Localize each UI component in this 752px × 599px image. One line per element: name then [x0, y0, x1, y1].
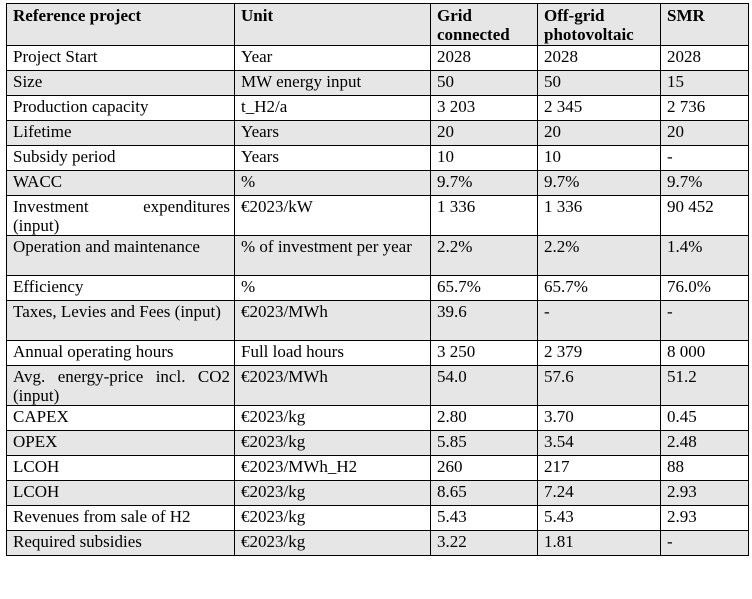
- row-label: Revenues from sale of H2: [7, 506, 235, 531]
- table-row: [7, 481, 749, 506]
- cell-grid-connected: 5.43: [431, 506, 538, 531]
- cell-grid-connected: 20: [431, 121, 538, 146]
- row-unit: €2023/MWh_H2: [235, 456, 431, 481]
- row-label: Efficiency: [7, 276, 235, 301]
- table-row: [7, 276, 749, 301]
- cell-grid-connected: 3.22: [431, 531, 538, 556]
- row-unit: Full load hours: [235, 341, 431, 366]
- cell-grid-connected: 260: [431, 456, 538, 481]
- cell-off-grid-photovoltaic: -: [538, 301, 661, 341]
- row-unit: €2023/kg: [235, 406, 431, 431]
- table-row: [7, 531, 749, 556]
- cell-off-grid-photovoltaic: 7.24: [538, 481, 661, 506]
- cell-smr: 88: [661, 456, 749, 481]
- cell-smr: 76.0%: [661, 276, 749, 301]
- cell-grid-connected: 9.7%: [431, 171, 538, 196]
- cell-off-grid-photovoltaic: 3.54: [538, 431, 661, 456]
- row-unit: %: [235, 276, 431, 301]
- header-grid-connected: Grid connected: [431, 4, 538, 46]
- cell-off-grid-photovoltaic: 2 379: [538, 341, 661, 366]
- row-unit: % of investment per year: [235, 236, 431, 276]
- cell-off-grid-photovoltaic: 10: [538, 146, 661, 171]
- header-reference-project: Reference project: [7, 4, 235, 46]
- cell-grid-connected: 3 250: [431, 341, 538, 366]
- header-smr: SMR: [661, 4, 749, 46]
- cell-smr: -: [661, 531, 749, 556]
- table-row: [7, 146, 749, 171]
- table-row: [7, 506, 749, 531]
- table-row: [7, 236, 749, 276]
- cell-off-grid-photovoltaic: 217: [538, 456, 661, 481]
- cell-off-grid-photovoltaic: 50: [538, 71, 661, 96]
- cell-grid-connected: 54.0: [431, 366, 538, 406]
- cell-smr: -: [661, 301, 749, 341]
- row-label: Avg. energy-price incl. CO2 (input): [7, 366, 235, 406]
- header-unit: Unit: [235, 4, 431, 46]
- table-header: [7, 4, 749, 46]
- cell-smr: 0.45: [661, 406, 749, 431]
- row-unit: €2023/MWh: [235, 366, 431, 406]
- cell-smr: 51.2: [661, 366, 749, 406]
- row-label: Annual operating hours: [7, 341, 235, 366]
- row-label: Required subsidies: [7, 531, 235, 556]
- table-row: [7, 46, 749, 71]
- cell-off-grid-photovoltaic: 2028: [538, 46, 661, 71]
- table-row: [7, 456, 749, 481]
- cell-grid-connected: 10: [431, 146, 538, 171]
- row-label: Taxes, Levies and Fees (input): [7, 301, 235, 341]
- table-row: [7, 71, 749, 96]
- cell-off-grid-photovoltaic: 5.43: [538, 506, 661, 531]
- cell-off-grid-photovoltaic: 9.7%: [538, 171, 661, 196]
- cell-off-grid-photovoltaic: 57.6: [538, 366, 661, 406]
- reference-project-table: [6, 3, 749, 556]
- cell-smr: 2.48: [661, 431, 749, 456]
- cell-off-grid-photovoltaic: 2.2%: [538, 236, 661, 276]
- cell-off-grid-photovoltaic: 1.81: [538, 531, 661, 556]
- cell-grid-connected: 2.80: [431, 406, 538, 431]
- cell-grid-connected: 2.2%: [431, 236, 538, 276]
- cell-smr: 9.7%: [661, 171, 749, 196]
- row-unit: €2023/kg: [235, 481, 431, 506]
- cell-off-grid-photovoltaic: 2 345: [538, 96, 661, 121]
- row-unit: Years: [235, 146, 431, 171]
- table-row: [7, 431, 749, 456]
- row-label: CAPEX: [7, 406, 235, 431]
- header-row: [7, 4, 749, 46]
- row-unit: €2023/kg: [235, 431, 431, 456]
- row-label: Lifetime: [7, 121, 235, 146]
- row-unit: MW energy input: [235, 71, 431, 96]
- row-label: Project Start: [7, 46, 235, 71]
- row-label: Operation and maintenance: [7, 236, 235, 276]
- cell-grid-connected: 2028: [431, 46, 538, 71]
- table-row: [7, 366, 749, 406]
- cell-smr: 20: [661, 121, 749, 146]
- row-label: WACC: [7, 171, 235, 196]
- table-row: [7, 406, 749, 431]
- cell-grid-connected: 3 203: [431, 96, 538, 121]
- row-label: Size: [7, 71, 235, 96]
- row-unit: Years: [235, 121, 431, 146]
- cell-smr: -: [661, 146, 749, 171]
- cell-grid-connected: 39.6: [431, 301, 538, 341]
- row-unit: €2023/kg: [235, 531, 431, 556]
- table-row: [7, 341, 749, 366]
- cell-off-grid-photovoltaic: 1 336: [538, 196, 661, 236]
- row-label: OPEX: [7, 431, 235, 456]
- table-row: [7, 196, 749, 236]
- cell-smr: 15: [661, 71, 749, 96]
- row-unit: t_H2/a: [235, 96, 431, 121]
- cell-off-grid-photovoltaic: 20: [538, 121, 661, 146]
- row-unit: €2023/kg: [235, 506, 431, 531]
- cell-smr: 8 000: [661, 341, 749, 366]
- table-row: [7, 121, 749, 146]
- cell-smr: 2.93: [661, 481, 749, 506]
- cell-grid-connected: 65.7%: [431, 276, 538, 301]
- row-label: LCOH: [7, 456, 235, 481]
- row-unit: €2023/kW: [235, 196, 431, 236]
- row-label: Investment expenditures (input): [7, 196, 235, 236]
- cell-smr: 90 452: [661, 196, 749, 236]
- cell-off-grid-photovoltaic: 65.7%: [538, 276, 661, 301]
- row-label: LCOH: [7, 481, 235, 506]
- row-label: Production capacity: [7, 96, 235, 121]
- row-unit: %: [235, 171, 431, 196]
- table-body: [7, 46, 749, 556]
- row-unit: Year: [235, 46, 431, 71]
- table-row: [7, 171, 749, 196]
- cell-smr: 1.4%: [661, 236, 749, 276]
- row-unit: €2023/MWh: [235, 301, 431, 341]
- table-row: [7, 96, 749, 121]
- cell-off-grid-photovoltaic: 3.70: [538, 406, 661, 431]
- cell-grid-connected: 8.65: [431, 481, 538, 506]
- cell-smr: 2028: [661, 46, 749, 71]
- cell-smr: 2.93: [661, 506, 749, 531]
- row-label: Subsidy period: [7, 146, 235, 171]
- table-row: [7, 301, 749, 341]
- header-off-grid-photovoltaic: Off-grid photovoltaic: [538, 4, 661, 46]
- cell-grid-connected: 5.85: [431, 431, 538, 456]
- cell-grid-connected: 1 336: [431, 196, 538, 236]
- cell-grid-connected: 50: [431, 71, 538, 96]
- cell-smr: 2 736: [661, 96, 749, 121]
